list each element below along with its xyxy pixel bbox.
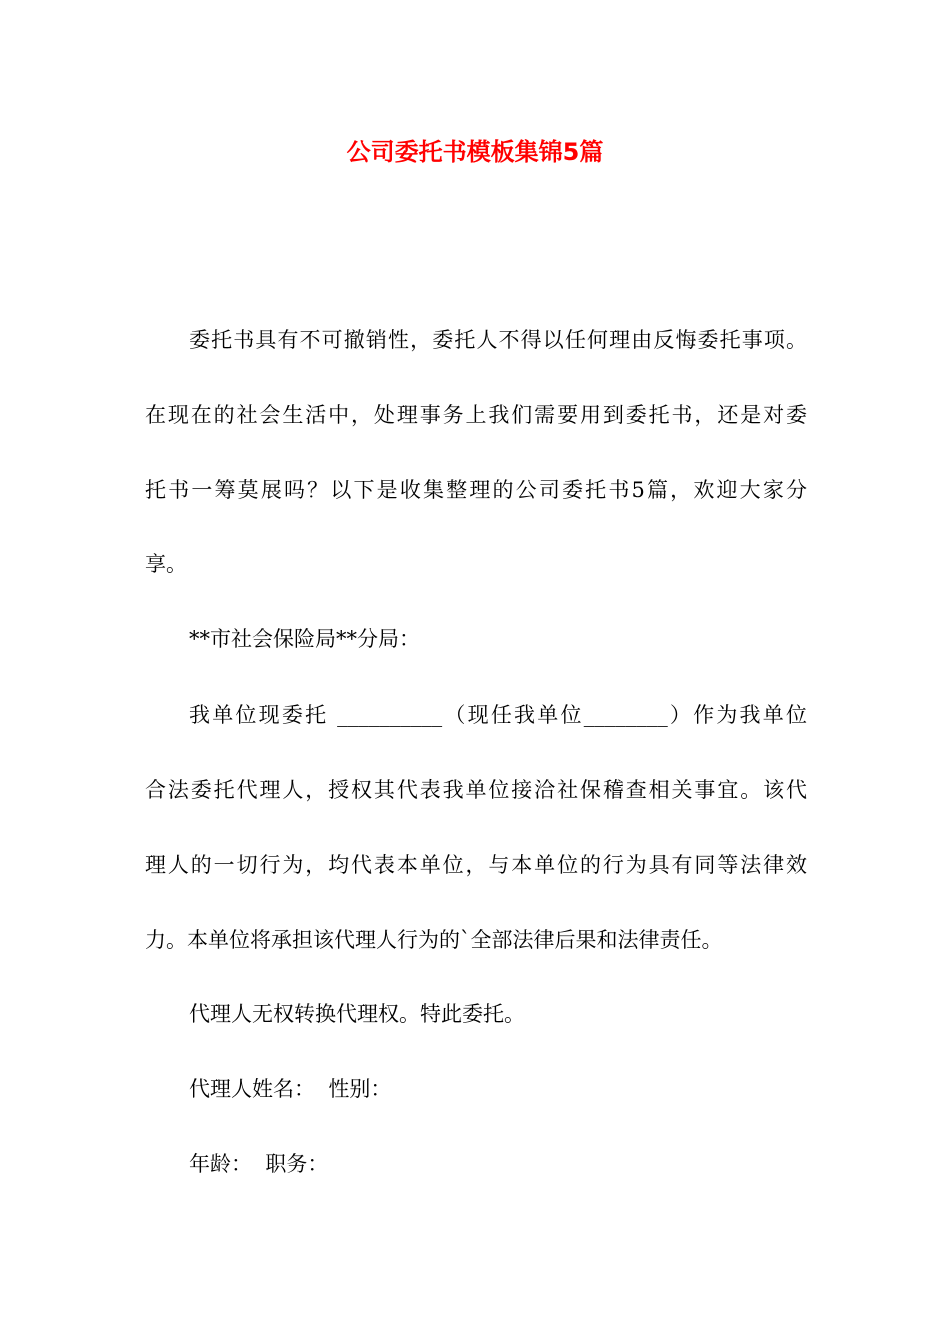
- intro-line-4: 享。: [145, 552, 187, 576]
- body-line-2: 合法委托代理人，授权其代表我单位接洽社保稽查相关事宜。该代: [145, 778, 807, 802]
- addressee: **市社会保险局**分局：: [189, 627, 420, 651]
- body-line-3: 理人的一切行为，均代表本单位，与本单位的行为具有同等法律效: [145, 853, 807, 877]
- intro-line-3: 托书一筹莫展吗？以下是收集整理的公司委托书5篇，欢迎大家分: [145, 478, 807, 502]
- document-title: 公司委托书模板集锦5篇: [346, 138, 604, 166]
- closing-statement: 代理人无权转换代理权。特此委托。: [189, 1002, 525, 1026]
- intro-line-2: 在现在的社会生活中，处理事务上我们需要用到委托书，还是对委: [145, 403, 807, 427]
- agent-name-gender-field: 代理人姓名： 性别：: [189, 1077, 392, 1101]
- agent-age-position-field: 年龄： 职务：: [189, 1152, 329, 1176]
- body-line-1: 我单位现委托 __________（现任我单位________）作为我单位: [189, 703, 807, 727]
- intro-line-1: 委托书具有不可撤销性，委托人不得以任何理由反悔委托事项。: [189, 328, 807, 352]
- body-line-4: 力。本单位将承担该代理人行为的`全部法律后果和法律责任。: [145, 928, 723, 952]
